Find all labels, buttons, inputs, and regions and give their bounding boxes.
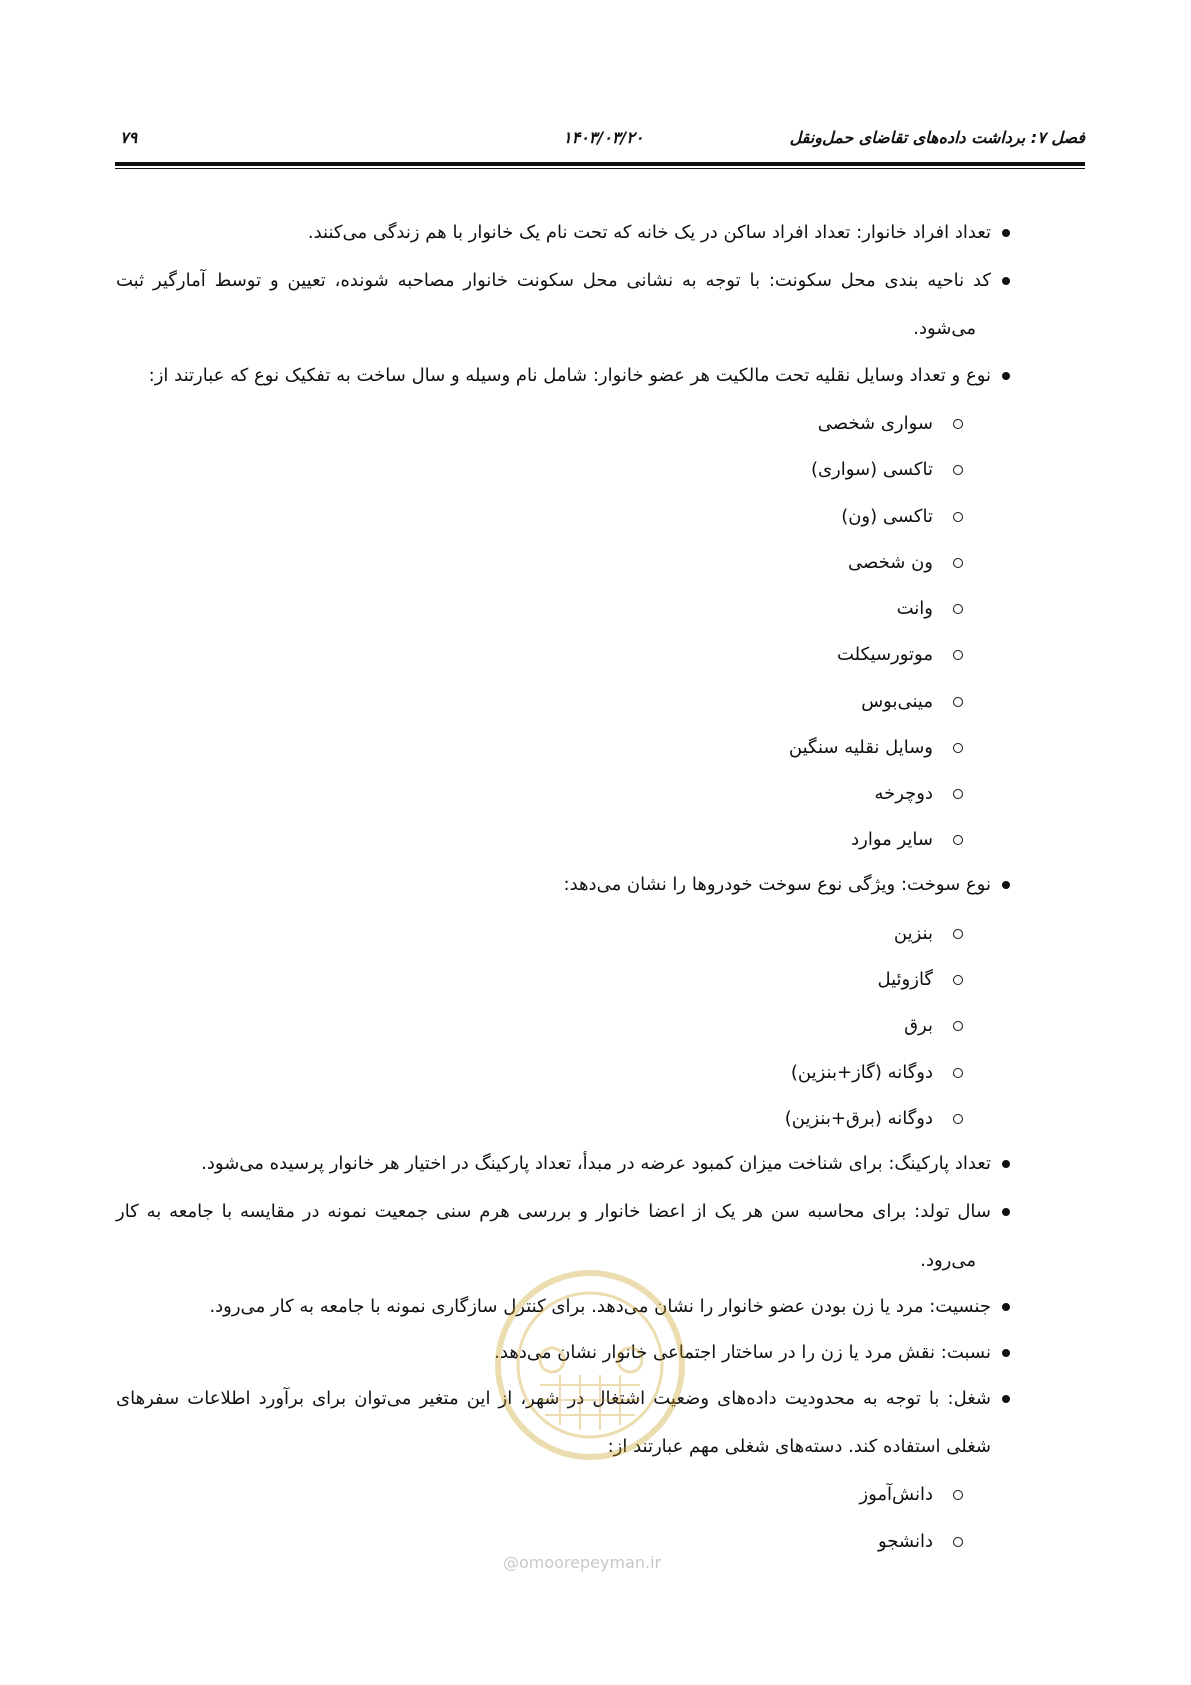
list-item: دانش‌آموز	[859, 1484, 933, 1505]
list-item: دوگانه (گاز+بنزین)	[790, 1062, 933, 1083]
bullet-icon	[1002, 1160, 1010, 1168]
circle-bullet-icon	[953, 1114, 963, 1124]
header-date: ۱۴۰۳/۰۳/۲۰	[563, 128, 644, 147]
item-gender: جنسیت: مرد یا زن بودن عضو خانوار را نشان می‌دهد. برای کنترل سازگاری نمونه با جامعه به کار می‌رود.	[209, 1296, 991, 1317]
bullet-icon	[1002, 277, 1010, 285]
list-item: مینی‌بوس	[861, 691, 933, 712]
circle-bullet-icon	[953, 1021, 963, 1031]
list-item: تاکسی (سواری)	[810, 459, 933, 480]
page-header	[115, 128, 1085, 158]
circle-bullet-icon	[953, 419, 963, 429]
list-item: سواری شخصی	[817, 413, 933, 434]
list-item: دوگانه (برق+بنزین)	[784, 1108, 933, 1129]
bullet-icon	[1002, 1395, 1010, 1403]
list-item: بنزین	[893, 923, 933, 944]
bullet-icon	[1002, 372, 1010, 380]
circle-bullet-icon	[953, 789, 963, 799]
circle-bullet-icon	[953, 835, 963, 845]
item-birth-year-line1: سال تولد: برای محاسبه سن هر یک از اعضا خانوار و بررسی هرم سنی جمعیت نمونه در مقایسه با جامعه به کار	[116, 1201, 991, 1222]
circle-bullet-icon	[953, 604, 963, 614]
header-rule-thin	[115, 168, 1085, 169]
circle-bullet-icon	[953, 465, 963, 475]
circle-bullet-icon	[953, 650, 963, 660]
list-item: موتورسیکلت	[836, 644, 933, 665]
circle-bullet-icon	[953, 1068, 963, 1078]
list-item: وسایل نقلیه سنگین	[788, 737, 933, 758]
page-number: ۷۹	[120, 128, 138, 147]
item-zone-code-line2: می‌شود.	[913, 318, 976, 339]
item-vehicles: نوع و تعداد وسایل نقلیه تحت مالکیت هر عضو خانوار: شامل نام وسیله و سال ساخت به تفکیک نوع که عبارتند از:	[148, 365, 991, 386]
circle-bullet-icon	[953, 558, 963, 568]
circle-bullet-icon	[953, 697, 963, 707]
circle-bullet-icon	[953, 929, 963, 939]
bullet-icon	[1002, 229, 1010, 237]
list-item: گازوئیل	[877, 969, 933, 990]
item-parking: تعداد پارکینگ: برای شناخت میزان کمبود عرضه در مبدأ، تعداد پارکینگ در اختیار هر خانوار پرسیده می‌شود.	[201, 1153, 991, 1174]
circle-bullet-icon	[953, 1537, 963, 1547]
circle-bullet-icon	[953, 1490, 963, 1500]
list-item: دوچرخه	[874, 783, 933, 804]
item-zone-code-line1: کد ناحیه بندی محل سکونت: با توجه به نشانی محل سکونت خانوار مصاحبه شونده، تعیین و توسط آمارگیر ثبت	[116, 270, 991, 291]
list-item: تاکسی (ون)	[841, 506, 933, 527]
item-fuel-type: نوع سوخت: ویژگی نوع سوخت خودروها را نشان می‌دهد:	[563, 874, 991, 895]
chapter-title: فصل ۷: برداشت داده‌های تقاضای حمل‌ونقل	[789, 128, 1085, 147]
list-item: دانشجو	[877, 1531, 933, 1552]
circle-bullet-icon	[953, 743, 963, 753]
watermark-seal-icon	[490, 1265, 690, 1465]
item-relation: نسبت: نقش مرد یا زن را در ساختار اجتماعی خانوار نشان می‌دهد.	[494, 1342, 991, 1363]
list-item: برق	[904, 1015, 933, 1036]
list-item: سایر موارد	[851, 829, 933, 850]
list-item: وانت	[896, 598, 933, 619]
item-occupation-line2: شغلی استفاده کند. دسته‌های شغلی مهم عبارتند از:	[607, 1436, 991, 1457]
bullet-icon	[1002, 1208, 1010, 1216]
bullet-icon	[1002, 1349, 1010, 1357]
watermark-url: @omoorepeyman.ir	[503, 1553, 662, 1572]
bullet-icon	[1002, 1303, 1010, 1311]
item-occupation-line1: شغل: با توجه به محدودیت داده‌های وضعیت اشتغال در شهر، از این متغیر می‌توان برای برآورد اطلاعات سفرهای	[116, 1388, 991, 1409]
list-item: ون شخصی	[848, 552, 933, 573]
bullet-icon	[1002, 881, 1010, 889]
circle-bullet-icon	[953, 512, 963, 522]
item-household-size: تعداد افراد خانوار: تعداد افراد ساکن در یک خانه که تحت نام یک خانوار با هم زندگی می‌کنند.	[307, 222, 991, 243]
item-birth-year-line2: می‌رود.	[920, 1250, 976, 1271]
circle-bullet-icon	[953, 975, 963, 985]
header-rule-thick	[115, 162, 1085, 166]
